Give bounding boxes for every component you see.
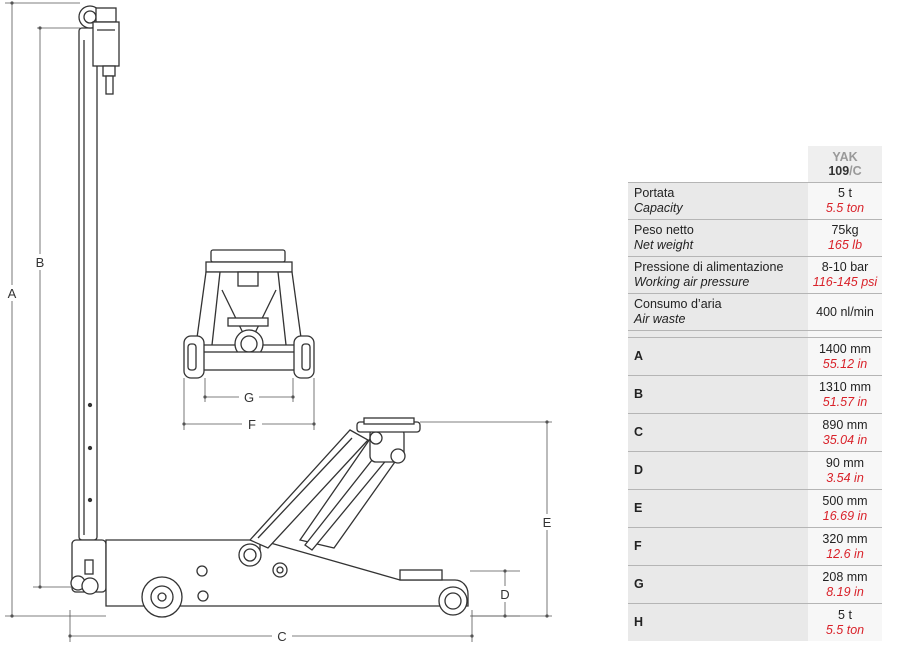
dimension-row — [628, 490, 882, 528]
spec-label-it: Peso netto — [634, 223, 694, 237]
dimension-value-imperial: 16.69 in — [822, 508, 868, 523]
spec-label-en: Capacity — [634, 201, 683, 215]
dimension-value-metric: 500 mm — [822, 493, 868, 508]
dimension-value-metric: 5 t — [838, 607, 852, 622]
spec-label — [628, 257, 808, 294]
dimension-row — [628, 452, 882, 490]
spec-value — [808, 220, 882, 257]
model-suffix: /C — [849, 164, 862, 178]
dimension-value-metric: 320 mm — [822, 531, 868, 546]
spec-row — [628, 220, 882, 257]
dimension-row — [628, 528, 882, 566]
model-prefix: YAK — [832, 150, 858, 164]
jack-chassis — [71, 540, 468, 617]
dimension-letter: H — [628, 604, 808, 642]
dim-label-c: C — [277, 629, 287, 644]
dimension-value-metric: 90 mm — [825, 455, 865, 470]
spec-value-metric: 8-10 bar — [821, 260, 869, 274]
spec-value-imperial: 165 lb — [827, 238, 863, 252]
jack-front-view — [184, 250, 314, 378]
dimension-value — [808, 414, 882, 452]
dimension-value — [808, 604, 882, 642]
dimension-letter: C — [628, 414, 808, 452]
dimension-letter: B — [628, 376, 808, 414]
dim-label-a: A — [7, 286, 17, 301]
model-number: 109 — [828, 164, 850, 178]
dimension-row — [628, 376, 882, 414]
jack-handle — [79, 6, 119, 540]
spec-value-imperial: 5.5 ton — [825, 201, 865, 215]
dim-label-e: E — [542, 515, 552, 530]
spec-rows — [628, 183, 882, 331]
spec-value-metric: 400 nl/min — [816, 304, 874, 319]
spec-label-it: Consumo d’aria — [634, 297, 722, 311]
dimension-value-imperial: 8.19 in — [826, 584, 864, 599]
spec-label-en: Air waste — [634, 312, 686, 326]
spec-value — [808, 294, 882, 331]
spec-label-en: Net weight — [634, 238, 694, 252]
jack-lifting-arm — [250, 418, 420, 550]
spec-row — [628, 294, 882, 331]
dimension-rows — [628, 338, 882, 642]
spec-value-metric: 75kg — [831, 223, 859, 237]
dimension-value-imperial: 35.04 in — [822, 432, 868, 447]
dimension-value — [808, 528, 882, 566]
spec-row — [628, 257, 882, 294]
dimension-letter: E — [628, 490, 808, 528]
dimension-value-imperial: 3.54 in — [826, 470, 864, 485]
spec-table-header — [628, 146, 882, 183]
spec-label — [628, 183, 808, 220]
spec-label-it: Portata — [634, 186, 675, 200]
spec-row — [628, 183, 882, 220]
dimension-value-metric: 1310 mm — [818, 379, 872, 394]
dimension-value — [808, 566, 882, 604]
dimension-value-metric: 208 mm — [822, 569, 868, 584]
model-name — [808, 146, 882, 183]
dim-label-g: G — [243, 390, 255, 405]
dimension-value-imperial: 5.5 ton — [825, 622, 865, 637]
spec-label-it: Pressione di alimentazione — [634, 260, 784, 274]
dimension-value — [808, 376, 882, 414]
dimension-row — [628, 566, 882, 604]
dimension-row — [628, 338, 882, 376]
dim-label-f: F — [248, 417, 256, 432]
dimension-value-imperial: 51.57 in — [822, 394, 868, 409]
dimension-value-metric: 890 mm — [822, 417, 868, 432]
dimension-row — [628, 604, 882, 642]
spec-label — [628, 220, 808, 257]
spec-label — [628, 294, 808, 331]
spec-value — [808, 257, 882, 294]
dimension-value — [808, 452, 882, 490]
dimension-letter: A — [628, 338, 808, 376]
spec-value-metric: 5 t — [838, 186, 852, 200]
dimension-value — [808, 490, 882, 528]
dim-label-d: D — [500, 587, 510, 602]
dim-label-b: B — [35, 255, 45, 270]
dimension-letter: G — [628, 566, 808, 604]
dimension-letter: D — [628, 452, 808, 490]
dimension-value — [808, 338, 882, 376]
dimension-value-imperial: 55.12 in — [822, 356, 868, 371]
spec-table — [628, 146, 882, 641]
dimension-value-metric: 1400 mm — [818, 341, 872, 356]
spec-value — [808, 183, 882, 220]
spec-label-en: Working air pressure — [634, 275, 750, 289]
dimension-row — [628, 414, 882, 452]
dimension-value-imperial: 12.6 in — [826, 546, 864, 561]
spec-value-imperial: 116-145 psi — [812, 275, 878, 289]
dimension-letter: F — [628, 528, 808, 566]
